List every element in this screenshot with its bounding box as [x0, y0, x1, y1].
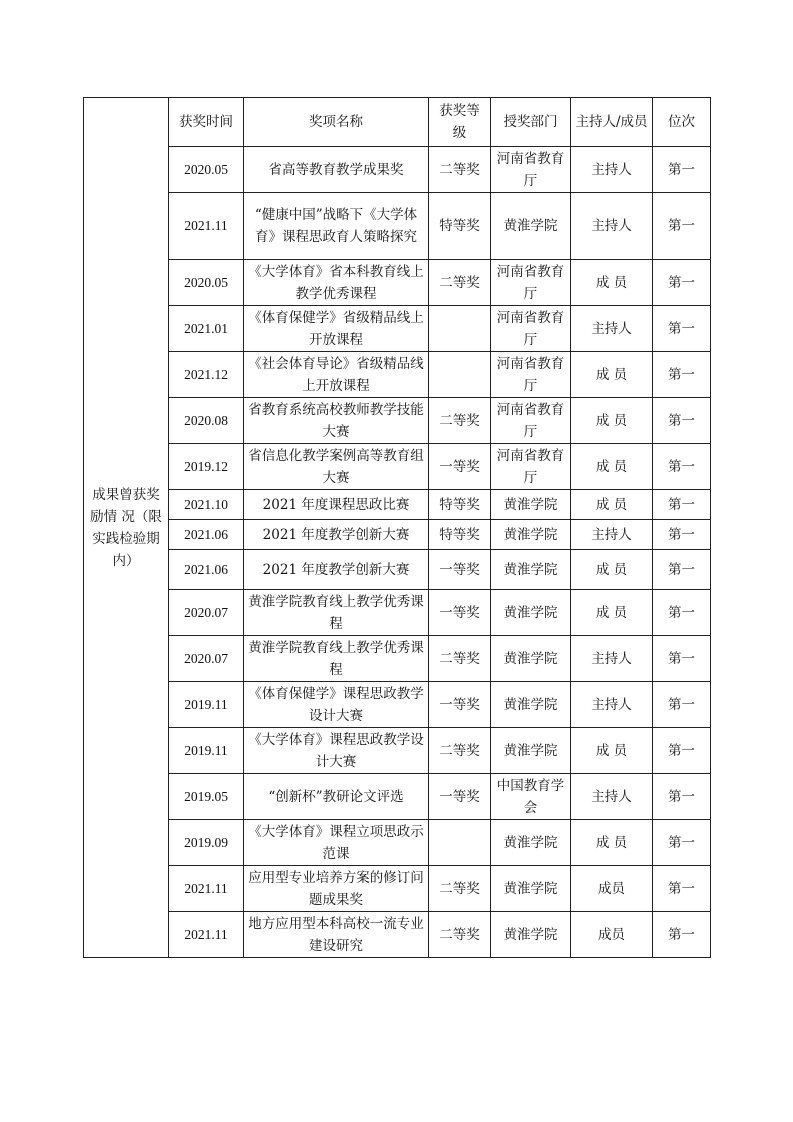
cell-name: 黄淮学院教育线上教学优秀课程	[244, 636, 429, 682]
cell-time: 2021.11	[169, 193, 244, 260]
cell-level: 二等奖	[429, 912, 491, 958]
cell-role: 成 员	[571, 444, 653, 490]
table-row	[84, 820, 711, 866]
cell-role: 主持人	[571, 636, 653, 682]
cell-name: 《社会体育导论》省级精品线上开放课程	[244, 352, 429, 398]
table-row	[84, 550, 711, 590]
table-row	[84, 147, 711, 193]
cell-name: 《体育保健学》省级精品线上开放课程	[244, 306, 429, 352]
table-row	[84, 520, 711, 550]
table-row	[84, 682, 711, 728]
cell-name: 省教育系统高校教师教学技能大赛	[244, 398, 429, 444]
header-dept: 授奖部门	[491, 98, 571, 147]
cell-time: 2020.05	[169, 260, 244, 306]
table-row	[84, 728, 711, 774]
cell-dept: 中国教育学会	[491, 774, 571, 820]
cell-dept: 黄淮学院	[491, 490, 571, 520]
cell-rank: 第一	[653, 490, 711, 520]
cell-role: 成 员	[571, 490, 653, 520]
cell-rank: 第一	[653, 444, 711, 490]
cell-role: 主持人	[571, 306, 653, 352]
cell-level: 二等奖	[429, 260, 491, 306]
cell-role: 主持人	[571, 147, 653, 193]
cell-rank: 第一	[653, 590, 711, 636]
cell-time: 2019.09	[169, 820, 244, 866]
cell-name: 《大学体育》课程立项思政示范课	[244, 820, 429, 866]
cell-role: 成员	[571, 866, 653, 912]
cell-time: 2020.08	[169, 398, 244, 444]
cell-name: 2021 年度课程思政比赛	[244, 490, 429, 520]
cell-level: 二等奖	[429, 728, 491, 774]
cell-level: 二等奖	[429, 398, 491, 444]
cell-rank: 第一	[653, 866, 711, 912]
cell-rank: 第一	[653, 306, 711, 352]
cell-time: 2020.07	[169, 590, 244, 636]
cell-rank: 第一	[653, 147, 711, 193]
cell-dept: 河南省教育厅	[491, 398, 571, 444]
header-level: 获奖等级	[429, 98, 491, 147]
cell-name: 2021 年度教学创新大赛	[244, 520, 429, 550]
cell-rank: 第一	[653, 398, 711, 444]
table-row	[84, 260, 711, 306]
cell-dept: 黄淮学院	[491, 728, 571, 774]
header-name: 奖项名称	[244, 98, 429, 147]
cell-time: 2020.05	[169, 147, 244, 193]
cell-rank: 第一	[653, 820, 711, 866]
cell-rank: 第一	[653, 193, 711, 260]
cell-time: 2021.11	[169, 866, 244, 912]
cell-name: 地方应用型本科高校一流专业建设研究	[244, 912, 429, 958]
table-row	[84, 490, 711, 520]
cell-role: 成 员	[571, 728, 653, 774]
cell-name: 省高等教育教学成果奖	[244, 147, 429, 193]
cell-dept: 河南省教育厅	[491, 444, 571, 490]
cell-level	[429, 306, 491, 352]
cell-name: 应用型专业培养方案的修订问题成果奖	[244, 866, 429, 912]
cell-dept: 黄淮学院	[491, 550, 571, 590]
cell-rank: 第一	[653, 728, 711, 774]
cell-level: 特等奖	[429, 490, 491, 520]
cell-level: 二等奖	[429, 636, 491, 682]
cell-level: 一等奖	[429, 550, 491, 590]
table-row	[84, 866, 711, 912]
cell-dept: 河南省教育厅	[491, 260, 571, 306]
cell-name: 《体育保健学》课程思政教学设计大赛	[244, 682, 429, 728]
table-row	[84, 912, 711, 958]
cell-time: 2019.11	[169, 728, 244, 774]
cell-level: 二等奖	[429, 147, 491, 193]
cell-level	[429, 820, 491, 866]
table-row	[84, 636, 711, 682]
header-row	[84, 98, 711, 147]
awards-table	[83, 97, 711, 958]
table-row	[84, 774, 711, 820]
cell-dept: 黄淮学院	[491, 590, 571, 636]
cell-level: 一等奖	[429, 590, 491, 636]
cell-time: 2019.12	[169, 444, 244, 490]
cell-time: 2021.12	[169, 352, 244, 398]
cell-role: 主持人	[571, 193, 653, 260]
cell-dept: 黄淮学院	[491, 636, 571, 682]
cell-role: 成 员	[571, 550, 653, 590]
cell-level	[429, 352, 491, 398]
cell-dept: 黄淮学院	[491, 866, 571, 912]
cell-role: 成 员	[571, 820, 653, 866]
cell-dept: 河南省教育厅	[491, 147, 571, 193]
table-row	[84, 306, 711, 352]
cell-time: 2021.06	[169, 520, 244, 550]
table-row	[84, 398, 711, 444]
cell-name: 《大学体育》课程思政教学设计大赛	[244, 728, 429, 774]
cell-rank: 第一	[653, 912, 711, 958]
table-row	[84, 193, 711, 260]
cell-role: 成 员	[571, 260, 653, 306]
cell-rank: 第一	[653, 774, 711, 820]
cell-time: 2019.11	[169, 682, 244, 728]
cell-rank: 第一	[653, 520, 711, 550]
cell-role: 成员	[571, 912, 653, 958]
header-time: 获奖时间	[169, 98, 244, 147]
cell-dept: 河南省教育厅	[491, 306, 571, 352]
cell-name: 2021 年度教学创新大赛	[244, 550, 429, 590]
header-rank: 位次	[653, 98, 711, 147]
table-row	[84, 444, 711, 490]
cell-name: 省信息化教学案例高等教育组大赛	[244, 444, 429, 490]
cell-time: 2021.11	[169, 912, 244, 958]
cell-rank: 第一	[653, 352, 711, 398]
cell-dept: 河南省教育厅	[491, 352, 571, 398]
cell-role: 主持人	[571, 774, 653, 820]
table-row	[84, 590, 711, 636]
cell-level: 一等奖	[429, 774, 491, 820]
header-role: 主持人/成员	[571, 98, 653, 147]
cell-rank: 第一	[653, 550, 711, 590]
cell-level: 特等奖	[429, 193, 491, 260]
cell-name: 黄淮学院教育线上教学优秀课程	[244, 590, 429, 636]
cell-level: 一等奖	[429, 444, 491, 490]
cell-time: 2019.05	[169, 774, 244, 820]
cell-rank: 第一	[653, 682, 711, 728]
cell-time: 2021.10	[169, 490, 244, 520]
cell-dept: 黄淮学院	[491, 682, 571, 728]
cell-dept: 黄淮学院	[491, 193, 571, 260]
side-label: 成果曾获奖励情 况（限实践检验期内）	[84, 98, 169, 958]
cell-role: 成 员	[571, 352, 653, 398]
cell-time: 2020.07	[169, 636, 244, 682]
cell-time: 2021.06	[169, 550, 244, 590]
cell-dept: 黄淮学院	[491, 820, 571, 866]
cell-role: 主持人	[571, 520, 653, 550]
cell-level: 特等奖	[429, 520, 491, 550]
cell-name: “创新杯”教研论文评选	[244, 774, 429, 820]
cell-role: 成 员	[571, 398, 653, 444]
cell-role: 主持人	[571, 682, 653, 728]
cell-name: 《大学体育》省本科教育线上教学优秀课程	[244, 260, 429, 306]
cell-name: “健康中国”战略下《大学体育》课程思政育人策略探究	[244, 193, 429, 260]
cell-role: 成 员	[571, 590, 653, 636]
cell-level: 一等奖	[429, 682, 491, 728]
cell-dept: 黄淮学院	[491, 520, 571, 550]
table-row	[84, 352, 711, 398]
cell-level: 二等奖	[429, 866, 491, 912]
cell-dept: 黄淮学院	[491, 912, 571, 958]
cell-rank: 第一	[653, 636, 711, 682]
cell-time: 2021.01	[169, 306, 244, 352]
cell-rank: 第一	[653, 260, 711, 306]
